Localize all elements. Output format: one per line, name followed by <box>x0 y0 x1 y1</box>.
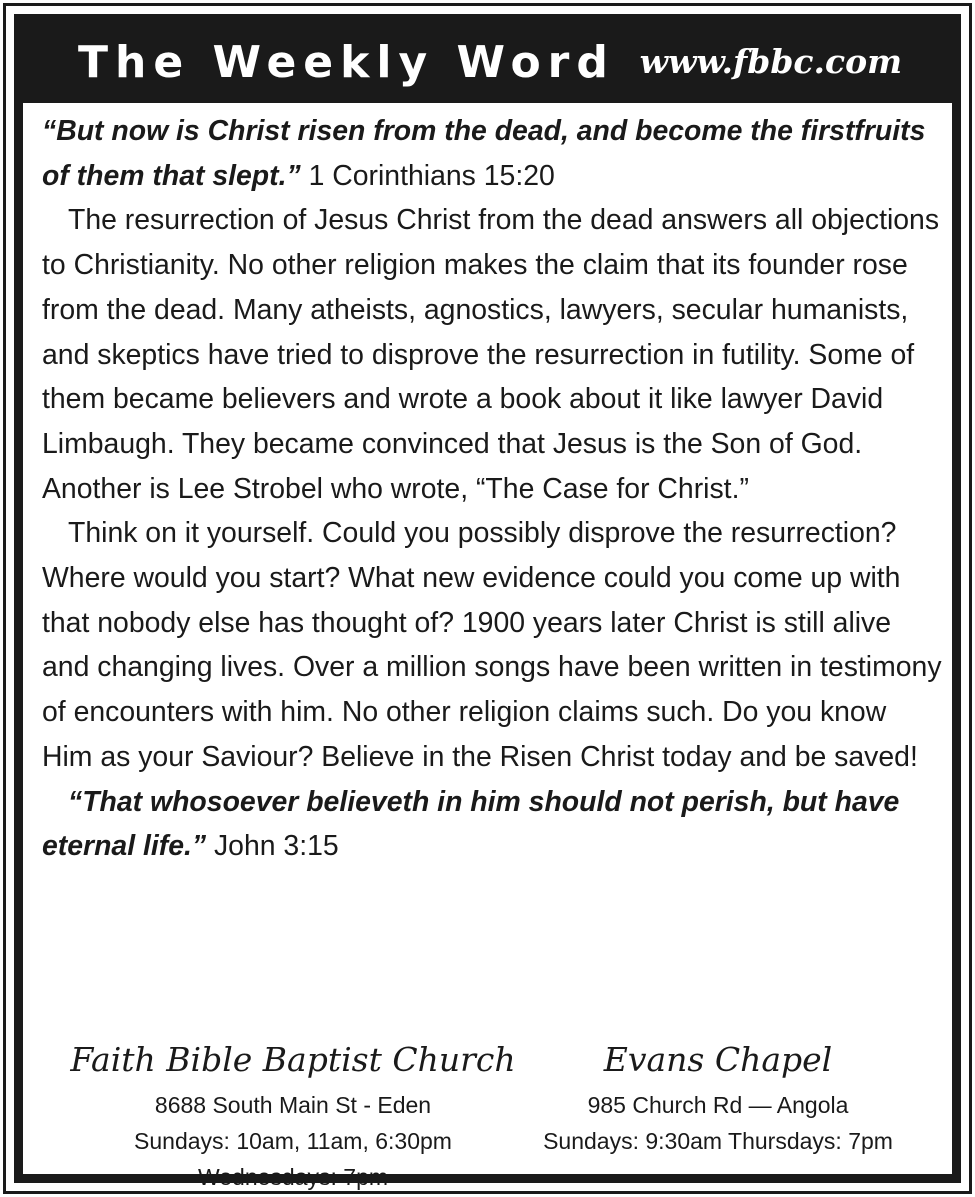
church-address: 8688 South Main St - Eden <box>154 1092 432 1118</box>
church-schedule: Sundays: 10am, 11am, 6:30pm <box>134 1128 452 1154</box>
church-info-faith-bible <box>63 1035 523 1195</box>
paragraph-text-1: The resurrection of Jesus Christ from the dead answers all objections to Christianity. No other religion makes the claim that its founder rose from the dead. Many atheists, agnostics, lawyers, secular humanists, and skeptics have tried to disprove the resurrection in futility. Some of them became believers and wrote a book about it like lawyer David Limbaugh. They became convinced that Jesus is the Son of God. Another is Lee Strobel who wrote, “The Case for Christ.” <box>42 204 940 505</box>
church-name: Faith Bible Baptist Church <box>70 1040 516 1079</box>
paragraph <box>42 198 942 511</box>
opening-verse: “But now is Christ risen from the dead, and become the firstfruits of them that slept.” <box>42 115 926 192</box>
page-frame <box>3 3 972 1194</box>
church-schedule: Wednesdays: 7pm <box>197 1164 389 1190</box>
closing-verse-paragraph <box>42 780 942 869</box>
church-name: Evans Chapel <box>603 1040 833 1079</box>
header-bar <box>23 23 952 103</box>
website-url: www.fbbc.com <box>639 42 902 81</box>
church-schedule: Sundays: 9:30am Thursdays: 7pm <box>543 1128 893 1154</box>
church-address: 985 Church Rd — Angola <box>587 1092 849 1118</box>
paragraph-text-2: Think on it yourself. Could you possibly disprove the resurrection? Where would you start? What new evidence could you come up with that nobody else has thought of? 1900 years later Christ is still alive and changing lives. Over a million songs have been written in testimony of encounters with him. No other religion claims such. Do you know Him as your Saviour? Believe in the Risen Christ today and be saved! <box>42 517 942 773</box>
closing-reference: John 3:15 <box>206 830 339 863</box>
page-title: The Weekly Word <box>78 37 615 88</box>
church-info-evans-chapel <box>503 1035 933 1159</box>
opening-reference: 1 Corinthians 15:20 <box>300 159 555 192</box>
opening-verse-paragraph <box>42 109 942 198</box>
article-body <box>42 109 942 869</box>
inner-frame <box>14 14 961 1190</box>
closing-verse: “That whosoever believeth in him should not perish, but have eternal life.” <box>42 785 900 863</box>
paragraph <box>42 511 942 779</box>
